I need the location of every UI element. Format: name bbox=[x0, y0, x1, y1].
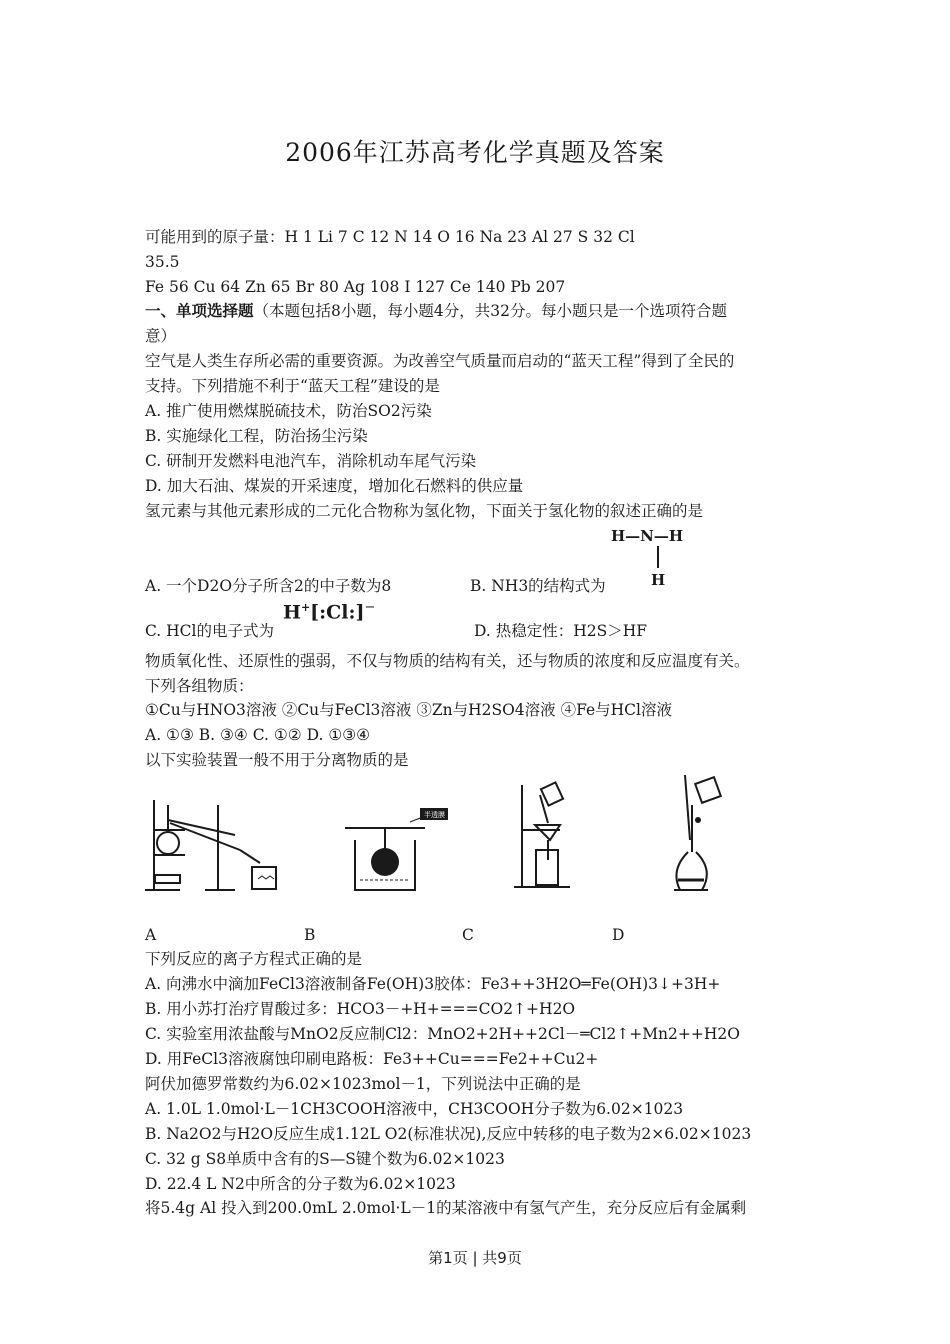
hcl-electron-formula bbox=[283, 600, 375, 623]
q5-option-b: B. 用小苏打治疗胃酸过多：HCO3－+H+===CO2↑+H2O bbox=[145, 1000, 576, 1018]
q6-option-d: D. 22.4 L N2中所含的分子数为6.02×1023 bbox=[145, 1175, 456, 1193]
q1-stem-2: 支持。下列措施不利于“蓝天工程”建设的是 bbox=[145, 377, 440, 395]
q2-option-d: D. 热稳定性：H2S＞HF bbox=[474, 622, 647, 640]
page-footer: 第1页 | 共9页 bbox=[428, 1249, 522, 1267]
atomic-masses-line2: 35.5 bbox=[145, 253, 180, 271]
nh3-bond-line bbox=[657, 546, 659, 568]
q6-option-c: C. 32 g S8单质中含有的S—S键个数为6.02×1023 bbox=[145, 1150, 505, 1168]
q6-option-a: A. 1.0L 1.0mol·L－1CH3COOH溶液中，CH3COOH分子数为6.02×1023 bbox=[145, 1100, 684, 1118]
section-description: （本题包括8小题，每小题4分，共32分。每小题只是一个选项符合题 bbox=[253, 302, 727, 320]
q3-items: ①Cu与HNO3溶液 ②Cu与FeCl3溶液 ③Zn与H2SO4溶液 ④Fe与HCl溶液 bbox=[145, 701, 673, 719]
apparatus-label-a: A bbox=[145, 926, 157, 944]
apparatus-label-d: D bbox=[612, 926, 625, 944]
apparatus-a-distillation-image bbox=[140, 775, 290, 900]
q1-option-c: C. 研制开发燃料电池汽车，消除机动车尾气污染 bbox=[145, 452, 477, 470]
apparatus-b-dialysis-image bbox=[340, 800, 450, 895]
q6-option-b: B. Na2O2与H2O反应生成1.12L O2(标准状况),反应中转移的电子数为2×6.02×1023 bbox=[145, 1125, 752, 1143]
q3-stem-1: 物质氧化性、还原性的强弱，不仅与物质的结构有关，还与物质的浓度和反应温度有关。 bbox=[145, 652, 750, 670]
page-title: 2006年江苏高考化学真题及答案 bbox=[285, 138, 665, 167]
q2-option-a: A. 一个D2O分子所含2的中子数为8 bbox=[145, 577, 392, 595]
apparatus-c-filtration-image bbox=[510, 775, 590, 895]
membrane-label: 半透膜 bbox=[424, 811, 445, 819]
q5-stem: 下列反应的离子方程式正确的是 bbox=[145, 950, 363, 968]
section-title: 一、单项选择题 bbox=[145, 301, 254, 320]
q2-option-c: C. HCl的电子式为 bbox=[145, 622, 274, 640]
hcl-cl-bracket: [:Cl:] bbox=[310, 601, 365, 624]
hcl-h: H bbox=[283, 601, 301, 624]
q2-option-b: B. NH3的结构式为 bbox=[470, 577, 606, 595]
nh3-structure-top: H—N—H bbox=[611, 527, 684, 545]
nh3-structure-bottom-h: H bbox=[651, 571, 666, 589]
q1-option-d: D. 加大石油、煤炭的开采速度，增加化石燃料的供应量 bbox=[145, 477, 524, 495]
q3-stem-2: 下列各组物质： bbox=[145, 677, 254, 695]
q1-option-b: B. 实施绿化工程，防治扬尘污染 bbox=[145, 427, 368, 445]
q4-stem: 以下实验装置一般不用于分离物质的是 bbox=[145, 751, 409, 769]
atomic-masses-line1: 可能用到的原子量：H 1 Li 7 C 12 N 14 O 16 Na 23 Al 27 S 32 Cl bbox=[145, 228, 635, 246]
q5-option-c: C. 实验室用浓盐酸与MnO2反应制Cl2：MnO2+2H++2Cl－═Cl2↑+Mn2++H2O bbox=[145, 1025, 740, 1043]
q6-stem: 阿伏加德罗常数约为6.02×1023mol－1，下列说法中正确的是 bbox=[145, 1075, 581, 1093]
q1-option-a: A. 推广使用燃煤脱硫技术，防治SO2污染 bbox=[145, 402, 432, 420]
apparatus-label-c: C bbox=[462, 926, 474, 944]
apparatus-d-volumetric-flask-image bbox=[660, 770, 740, 905]
q5-option-d: D. 用FeCl3溶液腐蚀印刷电路板：Fe3++Cu===Fe2++Cu2+ bbox=[145, 1050, 599, 1068]
q7-stem: 将5.4g Al 投入到200.0mL 2.0mol·L－1的某溶液中有氢气产生，充分反应后有金属剩 bbox=[145, 1199, 747, 1217]
q1-stem-1: 空气是人类生存所必需的重要资源。为改善空气质量而启动的“蓝天工程”得到了全民的 bbox=[145, 352, 735, 370]
hcl-plus: + bbox=[300, 601, 311, 614]
q3-options: A. ①③ B. ③④ C. ①② D. ①③④ bbox=[145, 726, 371, 744]
section-heading bbox=[145, 301, 727, 321]
q2-stem: 氢元素与其他元素形成的二元化合物称为氢化物，下面关于氢化物的叙述正确的是 bbox=[145, 502, 704, 520]
atomic-masses-line3: Fe 56 Cu 64 Zn 65 Br 80 Ag 108 I 127 Ce 140 Pb 207 bbox=[145, 278, 566, 296]
hcl-minus: − bbox=[364, 600, 376, 615]
q5-option-a: A. 向沸水中滴加FeCl3溶液制备Fe(OH)3胶体：Fe3++3H2O═Fe(OH)3↓+3H+ bbox=[145, 975, 721, 993]
apparatus-label-b: B bbox=[304, 926, 316, 944]
section-description-cont: 意） bbox=[145, 327, 177, 345]
